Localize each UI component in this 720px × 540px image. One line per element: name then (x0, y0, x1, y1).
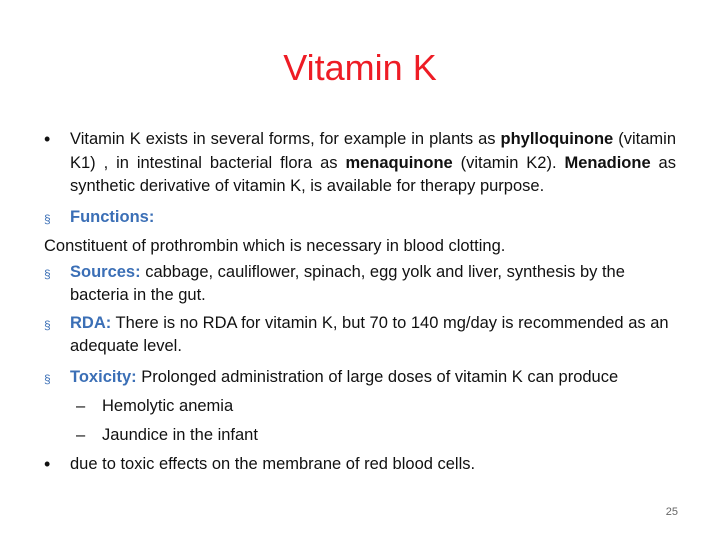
intro-term-menadione: Menadione (564, 153, 651, 172)
sources-label: Sources: (70, 262, 141, 281)
toxicity-item-text: Jaundice in the infant (102, 425, 258, 444)
intro-term-phylloquinone: phylloquinone (500, 130, 614, 148)
bullet-toxicity (44, 363, 676, 392)
bullet-functions (44, 203, 676, 232)
page-number: 25 (665, 506, 678, 518)
toxicity-item-hemolytic-anemia (44, 392, 676, 421)
square-bullet-icon: § (44, 266, 51, 281)
slide-title: Vitamin K (283, 47, 437, 88)
dot-bullet-icon: • (44, 453, 51, 474)
intro-text-3: (vitamin K2). (452, 153, 565, 172)
toxicity-label: Toxicity: (70, 367, 137, 386)
sources-text: cabbage, cauliflower, spinach, egg yolk and liver, synthesis by the bacteria in the gut. (70, 262, 625, 304)
closing-text: due to toxic effects on the membrane of red blood cells. (70, 454, 476, 473)
intro-text-2: (vitamin K1) , in intestinal bacterial flora as (70, 130, 676, 172)
intro-text-1: Vitamin K exists in several forms, for example in plants as (70, 130, 501, 148)
bullet-rda (44, 312, 676, 359)
rda-text: There is no RDA for vitamin K, but 70 to 140 mg/day is recommended as an adequate level. (70, 313, 669, 355)
rda-label: RDA: (70, 313, 112, 332)
square-bullet-icon: § (44, 371, 51, 386)
toxicity-text: Prolonged administration of large doses of vitamin K can produce (136, 367, 619, 386)
toxicity-item-jaundice (44, 421, 676, 450)
bullet-sources (44, 261, 676, 308)
dash-bullet-icon: – (76, 425, 86, 444)
functions-label: Functions: (70, 207, 155, 226)
square-bullet-icon: § (44, 211, 51, 226)
square-bullet-icon: § (44, 317, 51, 332)
dot-bullet-icon: • (44, 129, 51, 149)
dash-bullet-icon: – (76, 396, 86, 415)
slide-content (44, 128, 676, 479)
bullet-intro (44, 128, 676, 199)
bullet-closing (44, 450, 676, 479)
intro-term-menaquinone: menaquinone (345, 153, 453, 172)
functions-text: Constituent of prothrombin which is necessary in blood clotting. (44, 236, 506, 255)
intro-text-4: as synthetic derivative of vitamin K, is available for therapy purpose. (70, 153, 676, 195)
toxicity-item-text: Hemolytic anemia (102, 396, 234, 415)
